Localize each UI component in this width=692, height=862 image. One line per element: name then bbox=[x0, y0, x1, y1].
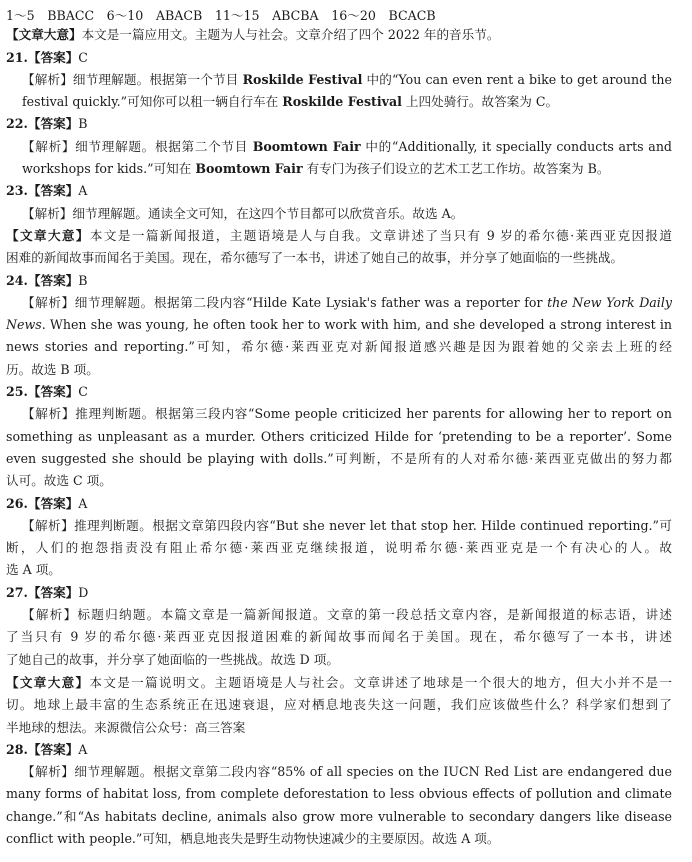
q24-analysis-line-3: news stories and reporting.”可知，希尔德·莱西亚克对新闻报道感兴趣是因为跟着她的父亲去上班的经 bbox=[6, 339, 672, 355]
q25-analysis-line-4: 认可。故选 C 项。 bbox=[6, 473, 112, 489]
text: workshops for kids.”可知在 bbox=[22, 161, 196, 177]
summary-label: 【文章大意】 bbox=[6, 227, 90, 243]
question-number: 26. bbox=[6, 495, 28, 511]
q27-analysis-line-1: 【解析】标题归纳题。本篇文章是一篇新闻报道。文章的第一段总括文章内容，是新闻报道的标志语，讲述 bbox=[22, 607, 672, 623]
text: 有专门为孩子们设立的艺术工艺工作坊。故答案为 B。 bbox=[302, 161, 610, 177]
q26-answer bbox=[6, 494, 672, 513]
q28-answer bbox=[6, 740, 672, 759]
q22-analysis-line-2 bbox=[6, 159, 672, 178]
answer-letter: B bbox=[78, 272, 88, 288]
passage-e-summary-line-3 bbox=[6, 718, 672, 737]
summary-text: 本文是一篇应用文。主题为人与社会。文章介绍了四个 2022 年的音乐节。 bbox=[81, 27, 500, 43]
passage-e-summary-line-2: 切。地球上最丰富的生态系统正在迅速衰退，应对栖息地丧失这一问题，我们应该做些什么？科学家们想到了 bbox=[6, 697, 672, 713]
answer-label: 【答案】 bbox=[27, 495, 79, 511]
q25-analysis-line-3: even suggested she should be playing with dolls.”可判断，不是所有的人对希尔德·莱西亚克做出的努力都 bbox=[6, 450, 672, 466]
q21-answer bbox=[6, 48, 672, 67]
answer-label: 【答案】 bbox=[27, 741, 79, 757]
q23-analysis-line-1: 【解析】细节理解题。通读全文可知，在这四个节目都可以欣赏音乐。故选 A。 bbox=[22, 205, 464, 221]
answer-label: 【答案】 bbox=[27, 183, 79, 199]
festival-name: Boomtown Fair bbox=[252, 138, 361, 154]
text: festival quickly.”可知你可以租一辆自行车在 bbox=[22, 94, 283, 110]
question-number: 28. bbox=[6, 741, 28, 757]
q27-answer bbox=[6, 583, 672, 602]
answer-label: 【答案】 bbox=[27, 116, 79, 132]
q25-analysis-line-1: 【解析】推理判断题。根据第三段内容“Some people criticized her parents for allowing her to report on bbox=[22, 406, 672, 422]
answer-letter: B bbox=[78, 116, 88, 132]
q26-analysis-line-2: 断，人们的抱怨指责没有阻止希尔德·莱西亚克继续报道，说明希尔德·莱西亚克是一个有决心的人。故 bbox=[6, 540, 672, 556]
question-number: 23. bbox=[6, 183, 28, 199]
text: 中的“Additionally, it specially conducts arts and bbox=[365, 138, 672, 154]
summary-label: 【文章大意】 bbox=[6, 674, 90, 690]
answer-label: 【答案】 bbox=[27, 272, 79, 288]
q25-analysis-line-2: something as unpleasant as a murder. Others criticized Hilde for ‘pretending to be a reporter’. Some bbox=[6, 428, 672, 444]
text: . When she was young, he often took her to work with him, and she developed a strong interest in bbox=[41, 317, 672, 333]
answer-letter: A bbox=[78, 495, 88, 511]
answer-label: 【答案】 bbox=[27, 584, 79, 600]
summary-label: 【文章大意】 bbox=[6, 27, 82, 43]
q26-analysis-line-3: 选 A 项。 bbox=[6, 562, 61, 578]
newspaper-title: News bbox=[6, 317, 42, 333]
summary-text: 本文是一篇说明文。主题语境是人与社会。文章讲述了地球是一个很大的地方，但大小并不是一 bbox=[89, 674, 672, 690]
text: 【解析】细节理解题。根据第二个节目 bbox=[22, 138, 253, 154]
question-number: 21. bbox=[6, 49, 28, 65]
q28-analysis-line-1: 【解析】细节理解题。根据文章第二段内容“85% of all species on the IUCN Red List are endangered due bbox=[22, 764, 672, 780]
summary-text: 本文是一篇新闻报道，主题语境是人与自我。文章讲述了当只有 9 岁的希尔德·莱西亚克因报道 bbox=[89, 227, 672, 243]
answer-label: 【答案】 bbox=[27, 49, 79, 65]
q26-analysis-line-1: 【解析】推理判断题。根据文章第四段内容“But she never let that stop her. Hilde continued reporting.”可 bbox=[22, 517, 672, 533]
question-number: 22. bbox=[6, 116, 28, 132]
text: 上四处骑行。故答案为 C。 bbox=[401, 94, 559, 110]
q22-answer bbox=[6, 114, 672, 133]
q27-analysis-line-2: 了当只有 9 岁的希尔德·莱西亚克因报道困难的新闻故事而闻名于美国。现在，希尔德写了一本书，讲述 bbox=[6, 629, 672, 645]
newspaper-title: the New York Daily bbox=[547, 294, 672, 310]
answer-letter: A bbox=[78, 741, 88, 757]
answer-letter: C bbox=[78, 384, 88, 400]
q25-answer bbox=[6, 382, 672, 401]
passage-c-summary bbox=[6, 25, 672, 44]
source-watermark-text: 来源微信公众号：高三答案 bbox=[94, 719, 246, 735]
question-number: 25. bbox=[6, 384, 28, 400]
answer-label: 【答案】 bbox=[27, 384, 79, 400]
text: 【解析】细节理解题。根据第一个节目 bbox=[22, 71, 243, 87]
answer-letter: D bbox=[78, 584, 89, 600]
q24-analysis-line-2 bbox=[6, 315, 672, 334]
passage-d-summary-line-1 bbox=[6, 226, 672, 245]
festival-name: Boomtown Fair bbox=[195, 161, 303, 177]
question-number: 27. bbox=[6, 584, 28, 600]
answer-letter: A bbox=[78, 183, 88, 199]
q28-analysis-line-3: change.”和“As habitats decline, animals also grow more vulnerable to secondary dangers like disease bbox=[6, 808, 672, 824]
q24-analysis-line-4: 历。故选 B 项。 bbox=[6, 361, 99, 377]
q28-analysis-line-2: many forms of habitat loss, from complete deforestation to less obvious effects of pollution and climate bbox=[6, 786, 672, 802]
q28-analysis-line-4: conflict with people.”可知，栖息地丧失是野生动物快速减少的主要原因。故选 A 项。 bbox=[6, 830, 500, 846]
q23-answer bbox=[6, 181, 672, 200]
q21-analysis-line-1 bbox=[6, 70, 672, 89]
text: 【解析】细节理解题。根据第二段内容“Hilde Kate Lysiak's father was a reporter for bbox=[22, 294, 548, 310]
passage-d-summary-line-2: 困难的新闻故事而闻名于美国。现在，希尔德写了一本书，讲述了她自己的故事，并分享了她面临的一些挑战。 bbox=[6, 250, 624, 266]
festival-name: Roskilde Festival bbox=[282, 94, 402, 110]
q27-analysis-line-3: 了她自己的故事，并分享了她面临的一些挑战。故选 D 项。 bbox=[6, 651, 339, 667]
question-number: 24. bbox=[6, 272, 28, 288]
q22-analysis-line-1 bbox=[6, 137, 672, 156]
answer-key: 1～5 BBACC 6～10 ABACB 11～15 ABCBA 16～20 BCACB bbox=[6, 8, 436, 23]
q24-analysis-line-1 bbox=[6, 293, 672, 312]
q21-analysis-line-2 bbox=[6, 92, 672, 111]
festival-name: Roskilde Festival bbox=[242, 71, 363, 87]
text: 半地球的想法。 bbox=[6, 719, 95, 735]
answer-letter: C bbox=[78, 49, 88, 65]
passage-e-summary-line-1 bbox=[6, 673, 672, 692]
q24-answer bbox=[6, 271, 672, 290]
text: 中的“You can even rent a bike to get around the bbox=[362, 71, 672, 87]
